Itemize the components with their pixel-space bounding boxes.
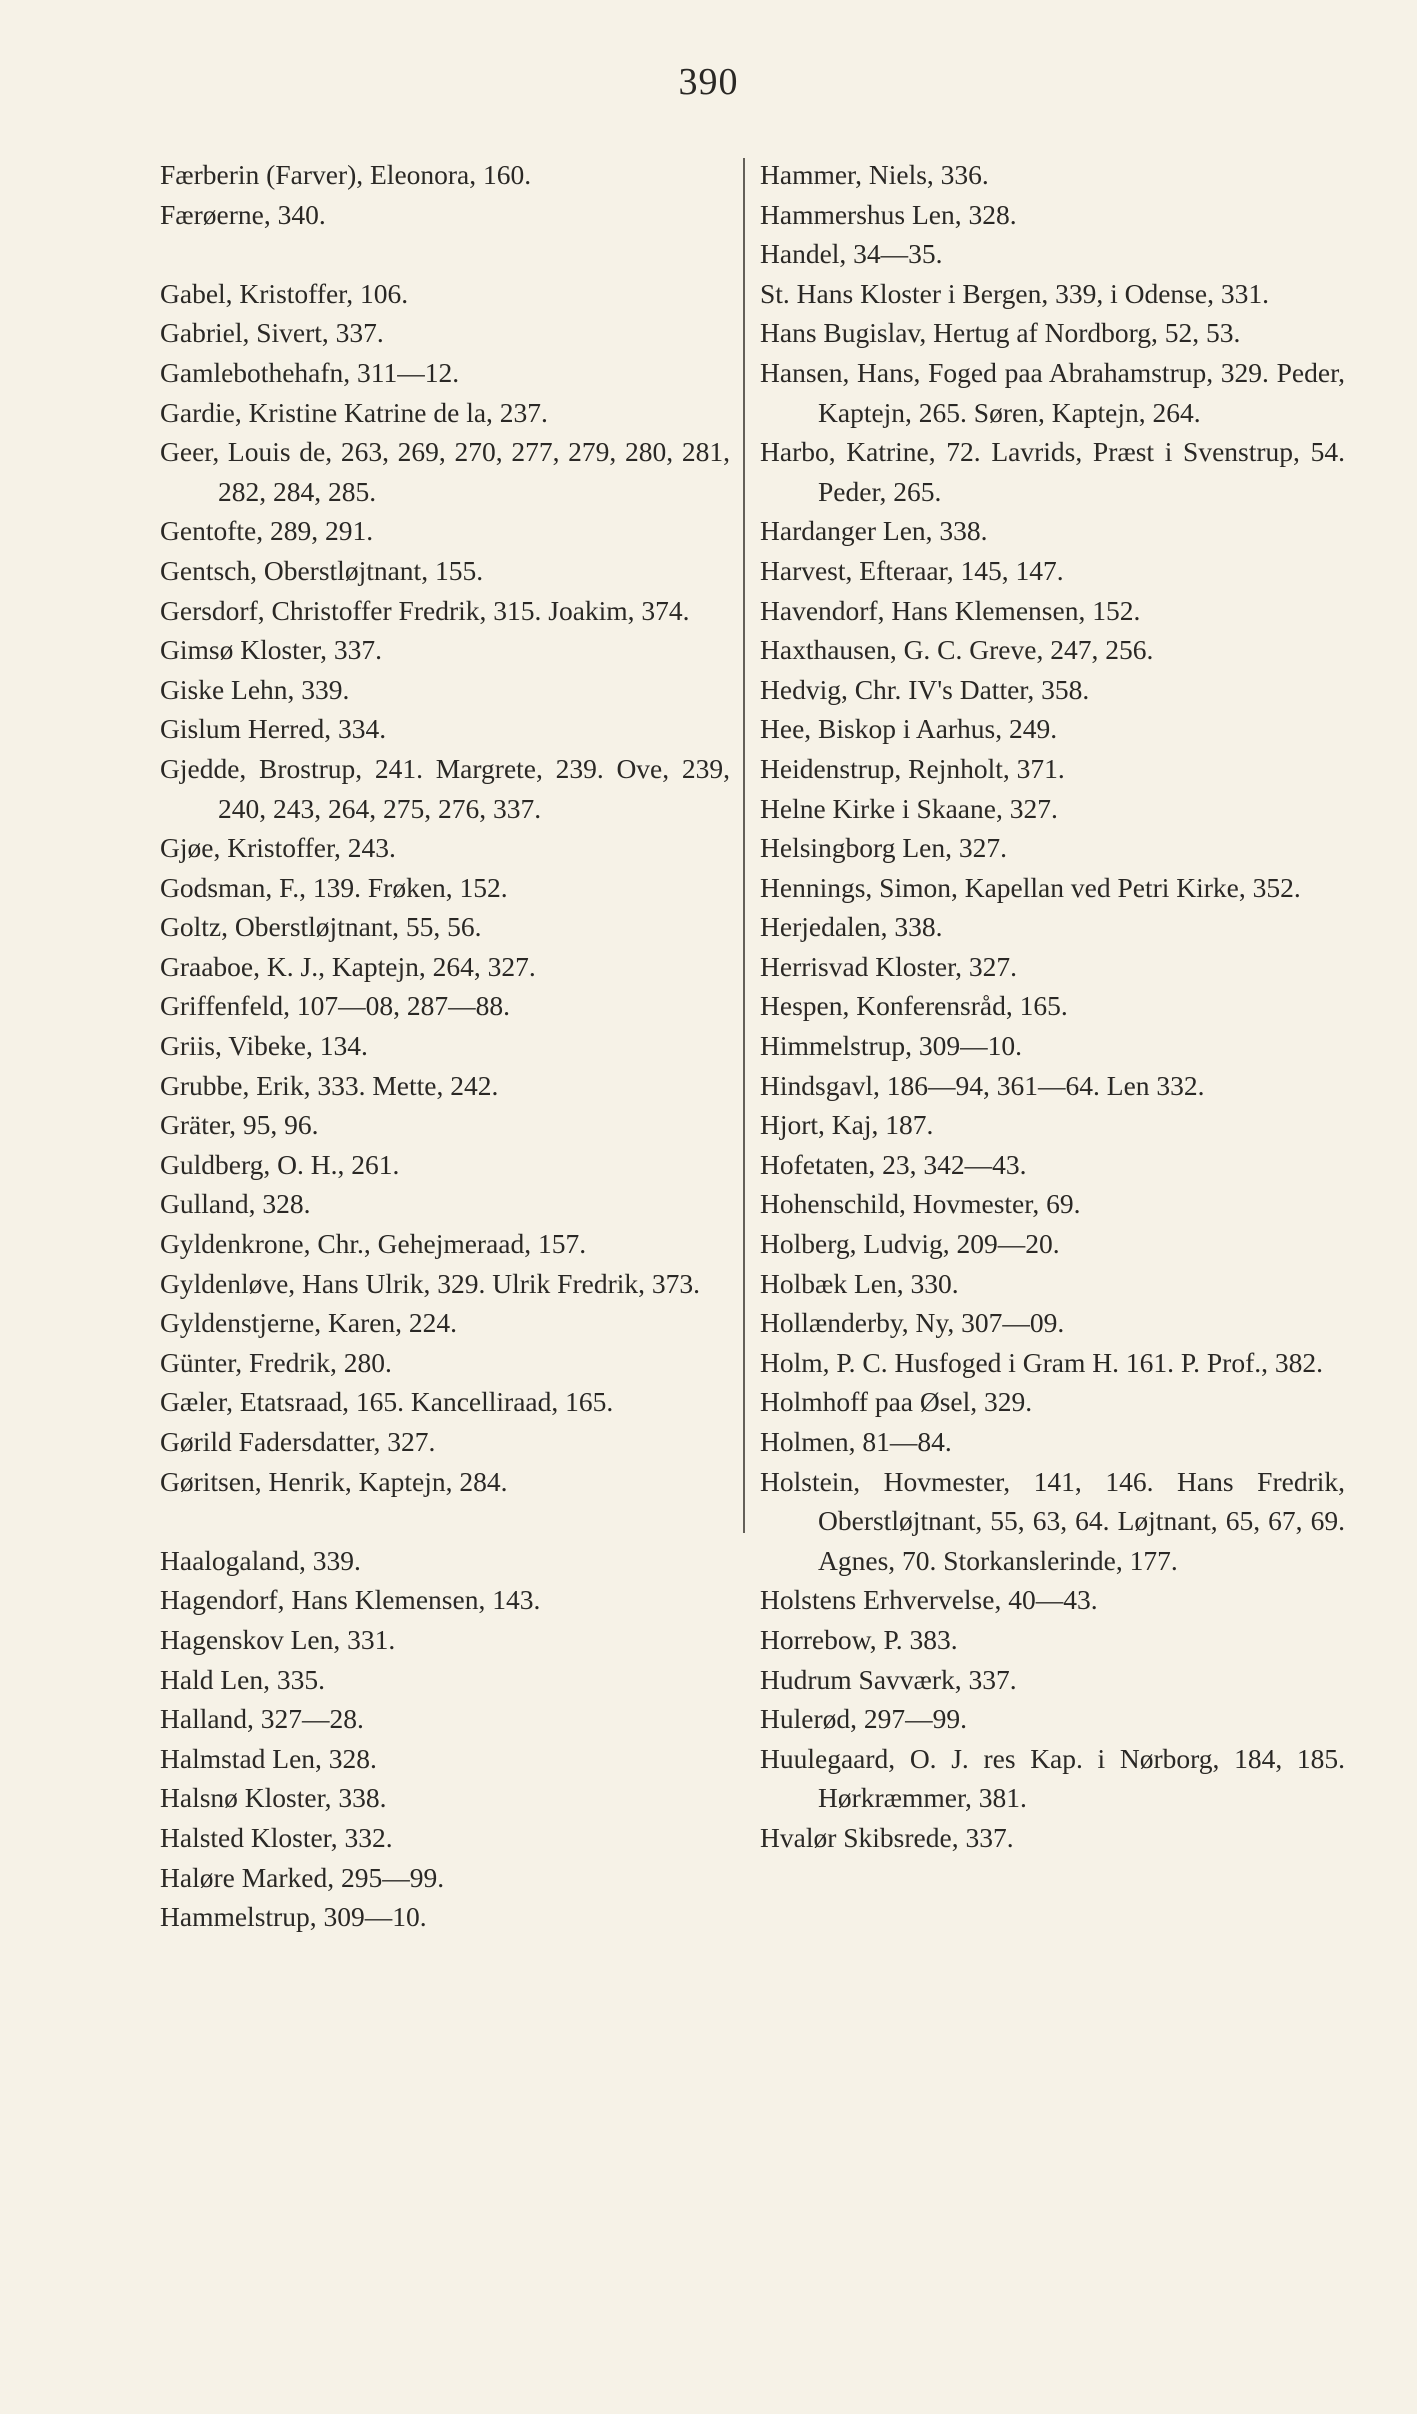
index-entry: Harvest, Efteraar, 145, 147. (760, 554, 1064, 586)
index-entry: Gräter, 95, 96. (160, 1109, 319, 1141)
index-entry: Holmen, 81—84. (760, 1426, 952, 1457)
index-entry: Handel, 34—35. (760, 238, 943, 270)
index-entry: Heidenstrup, Rejnholt, 371. (760, 752, 1065, 784)
index-entry: Hjort, Kaj, 187. (760, 1109, 934, 1141)
index-entry: Holmhoff paa Øsel, 329. (760, 1386, 1033, 1418)
index-entry: Herrisvad Kloster, 327. (760, 950, 1018, 982)
index-entry: Gardie, Kristine Katrine de la, 237. (160, 396, 548, 428)
index-entry: Gyldenstjerne, Karen, 224. (160, 1307, 458, 1339)
index-entry: Haxthausen, G. C. Greve, 247, 256. (760, 634, 1154, 666)
index-entry: Hollænderby, Ny, 307—09. (760, 1307, 1065, 1339)
index-entry: Guldberg, O. H., 261. (160, 1148, 400, 1180)
index-entry: Giske Lehn, 339. (160, 673, 350, 705)
index-entry: Gersdorf, Christoffer Fredrik, 315. Joakim, 374. (160, 594, 690, 626)
index-entry: Gabriel, Sivert, 337. (160, 317, 384, 349)
index-entry: Hindsgavl, 186—94, 361—64. Len 332. (760, 1069, 1205, 1101)
index-entry: Geer, Louis de, 263, 269, 270, 277, 279, 280, 281, 282, 284, 285. (160, 436, 730, 507)
index-entry: Hammelstrup, 309—10. (160, 1901, 427, 1933)
index-entry: Holberg, Ludvig, 209—20. (760, 1228, 1060, 1260)
index-entry: Halland, 327—28. (160, 1703, 364, 1735)
index-column-right (760, 155, 1345, 1858)
index-entry: Godsman, F., 139. Frøken, 152. (160, 871, 508, 903)
index-entry: Gabel, Kristoffer, 106. (160, 277, 409, 309)
index-column-left (160, 155, 730, 1937)
index-entry: Hedvig, Chr. IV's Datter, 358. (760, 673, 1090, 705)
index-entry: Hardanger Len, 338. (760, 515, 988, 547)
index-entry: Hans Bugislav, Hertug af Nordborg, 52, 53. (760, 317, 1241, 349)
index-entry: Griis, Vibeke, 134. (160, 1030, 368, 1062)
index-entry: Gulland, 328. (160, 1188, 311, 1220)
index-entry: Gentofte, 289, 291. (160, 515, 374, 547)
index-entry: Færøerne, 340. (160, 198, 326, 230)
index-entry: Færberin (Farver), Eleonora, 160. (160, 159, 532, 190)
index-entry: Halmstad Len, 328. (160, 1742, 377, 1774)
index-entry: Hvalør Skibsrede, 337. (760, 1821, 1014, 1853)
index-entry: Griffenfeld, 107—08, 287—88. (160, 990, 511, 1022)
index-entry: Gimsø Kloster, 337. (160, 634, 382, 666)
index-entry: Gentsch, Oberstløjtnant, 155. (160, 554, 484, 586)
index-entry: Grubbe, Erik, 333. Mette, 242. (160, 1069, 499, 1101)
index-entry: Huulegaard, O. J. res Kap. i Nørborg, 184, 185. Hørkræmmer, 381. (760, 1742, 1345, 1814)
index-entry: Günter, Fredrik, 280. (160, 1346, 392, 1378)
index-entry: Hespen, Konferensråd, 165. (760, 990, 1068, 1022)
index-entry: Gøritsen, Henrik, Kaptejn, 284. (160, 1465, 508, 1497)
index-entry: Halsnø Kloster, 338. (160, 1782, 387, 1814)
index-entry: Gjøe, Kristoffer, 243. (160, 832, 396, 864)
index-entry: Goltz, Oberstløjtnant, 55, 56. (160, 911, 482, 943)
index-entry: Hofetaten, 23, 342—43. (760, 1148, 1027, 1180)
index-entry: Hansen, Hans, Foged paa Abrahamstrup, 329. Peder, Kaptejn, 265. Søren, Kaptejn, 264. (760, 356, 1345, 428)
index-entry: Holbæk Len, 330. (760, 1267, 959, 1299)
index-entry: Helsingborg Len, 327. (760, 832, 1007, 864)
page-number: 390 (678, 61, 739, 103)
index-entry: Gørild Fadersdatter, 327. (160, 1426, 436, 1457)
index-entry: Haløre Marked, 295—99. (160, 1861, 445, 1893)
index-entry: Hagenskov Len, 331. (160, 1623, 396, 1655)
index-entry: Gislum Herred, 334. (160, 713, 387, 745)
index-entry: Halsted Kloster, 332. (160, 1821, 393, 1853)
index-entry: Herjedalen, 338. (760, 911, 943, 943)
index-entry: Havendorf, Hans Klemensen, 152. (760, 594, 1141, 626)
index-entry: Harbo, Katrine, 72. Lavrids, Præst i Svenstrup, 54. Peder, 265. (760, 436, 1345, 507)
index-entry: Himmelstrup, 309—10. (760, 1030, 1023, 1062)
index-entry: Hammer, Niels, 336. (760, 159, 989, 190)
index-entry: Hee, Biskop i Aarhus, 249. (760, 713, 1058, 745)
index-entry: Helne Kirke i Skaane, 327. (760, 792, 1058, 824)
index-entry: Haalogaland, 339. (160, 1544, 361, 1576)
index-entry: Hohenschild, Hovmester, 69. (760, 1188, 1081, 1220)
index-entry: Gyldenløve, Hans Ulrik, 329. Ulrik Fredrik, 373. (160, 1267, 700, 1299)
index-entry: Gjedde, Brostrup, 241. Margrete, 239. Ove, 239, 240, 243, 264, 275, 276, 337. (160, 752, 730, 824)
index-entry: Gamlebothehafn, 311—12. (160, 356, 460, 388)
index-entry: Gæler, Etatsraad, 165. Kancelliraad, 165. (160, 1386, 614, 1418)
index-entry: Holstens Erhvervelse, 40—43. (760, 1584, 1098, 1616)
index-entry: Graaboe, K. J., Kaptejn, 264, 327. (160, 950, 536, 982)
index-entry: Hald Len, 335. (160, 1663, 325, 1695)
column-divider (743, 158, 745, 1533)
index-entry: St. Hans Kloster i Bergen, 339, i Odense, 331. (760, 277, 1269, 309)
index-entry: Hulerød, 297—99. (760, 1703, 967, 1735)
index-entry: Holm, P. C. Husfoged i Gram H. 161. P. Prof., 382. (760, 1346, 1323, 1378)
index-entry: Hagendorf, Hans Klemensen, 143. (160, 1584, 541, 1616)
index-entry: Hudrum Savværk, 337. (760, 1663, 1017, 1695)
index-entry: Hammershus Len, 328. (760, 198, 1017, 230)
index-entry: Holstein, Hovmester, 141, 146. Hans Fredrik, Oberstløjtnant, 55, 63, 64. Løjtnant, 65, 67, 69. Agnes, 70. Storkanslerinde, 177. (760, 1465, 1345, 1576)
index-entry: Hennings, Simon, Kapellan ved Petri Kirke, 352. (760, 871, 1301, 903)
index-entry: Gyldenkrone, Chr., Gehejmeraad, 157. (160, 1228, 587, 1260)
index-entry: Horrebow, P. 383. (760, 1623, 958, 1655)
